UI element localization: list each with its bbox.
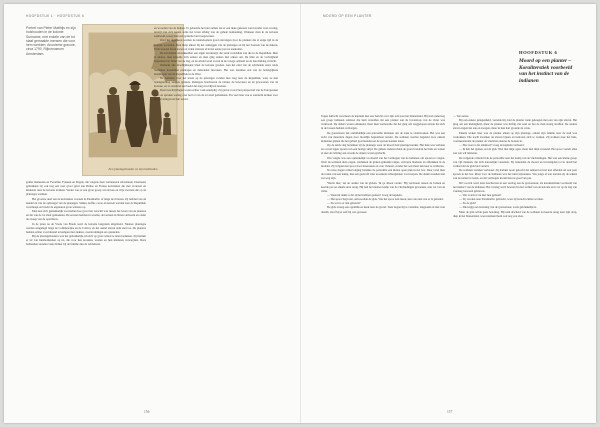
page-number-right: 157	[447, 410, 453, 414]
paragraph: Over het algemeen werden de nieuwkomers goed ontvangen door de planters die al enige tijd in de kolonie woonden. Men hielp elkaar bij het aanleggen van de plantages en bij het bouwen van de huizen. Toch was het leven zwaar en velen stierven al in het eerste jaar na aankomst.	[154, 38, 278, 51]
paragraph: Enkele weken later was de planter alleen op zijn plantage, omdat zijn familie naar de stad was vertrokken. Die nacht kwamen de slaven bijeen en besloten zich te wreken. Zij trokken naar het huis, overmeesterden de planter en vluchtten daarna de bossen in.	[453, 130, 577, 143]
paragraph: 'Wacht hier,' zei de oudste van de gidsen. 'Ik ga alleen verder.' Hij verdween tussen de bomen en keerde pas na enkele uren terug. Hij had het nieuwe kamp van de vluchtelingen gevonden, niet ver van de rivier.	[321, 180, 445, 193]
right-column-1	[321, 114, 445, 408]
paragraph: De gouverneur liet onmiddellijk een patrouille uitrusten om de zaak te onderzoeken. Het was een tocht van meerdere dagen door moeilijk begaanbaar terrein. De soldaten werden begeleid door enkele indiaanse gidsen die het gebied goed kenden en de sporen konden lezen.	[321, 130, 445, 143]
illustration-side-caption: Portret van Pieter Matthijs en zijn huishouden in de kolonie Suriname, met enkele van de tot slaaf gemaakte mensen die voor hem werkten. Anonieme gravure, circa 1790. Rijksmuseum Amsterdam.	[26, 26, 76, 56]
paragraph: De gids zweeg een ogenblik en keek naar de grond. Toen begon hij te vertellen, langzaam en met veel details, alsof hij er zelf bij was geweest.	[321, 205, 445, 214]
paragraph: — Wat wordt er nu met hen gedaan?	[459, 192, 502, 197]
paragraph: De verhalen over het leven op de plantages vonden hun weg naar de Republiek, waar ze met belangstelling werden gelezen. Reizigers beschreven de natuur, de bewoners en de gewoonten van de kolonie, en zo ontstond een beeld dat lang zou blijven bestaan.	[154, 75, 278, 89]
left-page	[4, 4, 300, 423]
paragraph: — Zij worden naar Paramaribo gebracht, waar zij berecht zullen worden.	[459, 197, 544, 202]
running-head-right: MOORD OP EEN PLANTER	[323, 14, 372, 18]
paragraph: Men kan zich gemakkelijk voorstellen hoe groot het verschil was tussen het leven van de planters en dat van de tot slaaf gemaakten. De eersten leefden in weelde, de laatsten in bittere armoede en onder de zweep van de opzichters.	[26, 209, 146, 222]
paragraph: en woorden van de hulpen. Er gebeurde het niet zelden dat er een mate gekozen werd zonder veel overleg, terwijl van zo'n keuze soms het leven afhing van de gehele bemanning. Wanneer men in de kolonie aankwam, kreeg men een gedeelte land toegewezen.	[154, 26, 278, 39]
paragraph: Deze beschrijvingen waren echter vaak eenzijdig. Zij gaven vooral het perspectief van de Europeanen weer en spraken weinig over het lot van de tot slaaf gemaakten. Pas veel later zou er aandacht komen voor hun ervaringen en hun verzet.	[154, 88, 278, 101]
right-column-2	[453, 114, 577, 408]
paragraph: — Ten eerste.	[453, 114, 470, 118]
paragraph: Wat volgde was een opmerkelijk voorbeeld van het vermogen van de indianen om sporen te volgen. Waar de soldaten niets zagen, ontdekten de gidsen geknakte takjes, vertrapte bladeren en afdrukken in de modder. Zij volgden het spoor door moerassen en over rivieren, zonder het ook maar één keer te verliezen.	[321, 155, 445, 168]
paragraph: gelder markeden en Twaalfde. Fransen en Engels, die volgens deze vernieuwen reformeren. Daarnaast gebruikten zij ook nog een zeer groot getal aan Duitse en Franse kolonisten die met vrouwen en kinderen naar de kolonie trokken. Verder was er een grote groep van slaven en vrije zwarten die op de plantages werkten.	[26, 180, 146, 197]
page-number-left: 156	[144, 410, 150, 414]
left-column-2	[154, 26, 278, 408]
chapter-label: HOOFDSTUK 6	[519, 50, 558, 55]
paragraph: — Hoe weet u dat allemaal? vroeg de kapitein verbaasd.	[459, 143, 525, 148]
paragraph: In de jaren na de Vrede van Breda werd de kolonie langzaam uitgebreid. Nieuwe plantages werden aangelegd langs de Commewijne en de Cottica, en het aantal slaven nam snel toe. De planters hadden echter voortdurend te kampen met ziekten, overstromingen en opstanden.	[26, 221, 146, 234]
paragraph: Op de derde dag bereikten zij de plantage waar de moord had plaatsgevonden. Het huis was verlaten en overal lagen sporen van een hevige strijd. De gidsen onderzochten de grond rondom het huis en wezen al snel de richting aan waarin de daders waren gevlucht.	[321, 143, 445, 156]
paragraph: Ondanks alle moeilijkheden bleef de kolonie groeien. Aan het eind van de achttiende eeuw telde Suriname honderden plantages en duizenden inwoners. Het was daarmee een van de belangrijkste bezittingen van de Republiek in de West.	[154, 63, 278, 76]
paragraph: — En wat is er dan gebeurd?	[327, 201, 361, 206]
book-spread	[4, 4, 596, 423]
paragraph: De kolonisten ontwikkelden een eigen levensstijl, die sterk verschilde van die in de Republiek. Men at anders, men kleedde zich anders en men ging anders met elkaar om. De hitte en de vochtigheid bepaalden het ritme van de dag, en de arbeid werd vooral in de vroege ochtend en de late middag verricht.	[154, 50, 278, 64]
paragraph: Maar de gids wilde geen beloning. Hij nam afscheid van de soldaten en keerde terug naar zijn dorp, diep in het binnenland, waar niemand hem ooit nog zou zien.	[453, 209, 577, 218]
paragraph: Bij de plantagehouders was het gebruikelijk om zich op grote schaal te laten bedienen. Zij hielden er tal van huisbedienden op na, die voor hen kookten, wasten en hun kinderen verzorgden. Deze bedienden stonden vaak dichter bij de familie dan de veldslaven.	[26, 234, 146, 247]
left-column-1	[26, 180, 146, 408]
paragraph: — Die krijgt een beloning van de gouverneur, zoals gebruikelijk is.	[459, 205, 537, 210]
right-page	[301, 4, 596, 423]
paragraph: — Ik heb het gezien, zei de gids. Niet met mijn ogen, maar met mijn verstand. Het spoor vertelt alles aan wie wil luisteren.	[453, 147, 577, 156]
chapter-title: Moord op een planter – Koraliterstiek voorbeeld van het instinct van de indianen	[519, 58, 573, 84]
engraving-caption: Een plantagehouder en zijn bedienden	[108, 167, 158, 171]
paragraph: — En de gids?	[459, 201, 477, 206]
paragraph: De volgende ochtend trok de patrouille naar het kamp van de vluchtelingen. Het was een kleine groep van vijf mannen, die zich nauwelijks verzetten. Zij bekenden de moord en bevestigden tot in detail het verhaal dat de gids had verteld.	[453, 155, 577, 168]
paragraph: — Het spoor liegt niet, antwoordde de gids. Wie het spoor kan lezen, kan ook zien wat er is gebeurd.	[327, 197, 444, 202]
running-head-left: HOOFDSTUK 1 · HOOFDSTUK 6	[26, 14, 85, 18]
paragraph: Dit voorval werd later beschreven in een verslag aan de gouverneur, als karakteristiek voorbeeld van het instinct van de indianen. Het verslag werd bewaard in het archief van de kolonie en is tot op de dag van vandaag bewaard gebleven.	[453, 180, 577, 193]
paragraph: De soldaten stonden verbaasd. Zij hadden nooit geloofd dat iemand zoveel kon afleiden uit een paar sporen in het bos. Maar voor de indianen was het niets bijzonders. Van jongs af aan leerden zij de tekens van de natuur te lezen, en dat vermogen kwam hen nu goed van pas.	[453, 168, 577, 181]
paragraph: — Waarom denkt u dat zij het hebben gedaan? vroeg de kapitein.	[327, 192, 403, 197]
paragraph: Na twee dagen achtervolging bereikte de patrouille een kleine open plek in het bos. Daar vond men de resten van een kamp, met een gedoofd vuur en enkele achtergelaten voorwerpen. De daders konden niet ver weg zijn.	[321, 168, 445, 181]
paragraph: Het grootste deel van de kolonisten woonde in Paramaribo of langs de rivieren. Zij leefden van de handel en van de opbrengst van de plantages. Suiker, koffie, cacao en katoen werden naar de Republiek verscheept en bracht de eigenaren grote winsten op.	[26, 196, 146, 209]
paragraph: Tegen halfacht verscheen de kapitein met een bericht over zijn reis naar het binnenland. Hij had onderweg een groep indianen ontmoet die hem vertelden dat een planter aan de bovenloop van de rivier was vermoord. De daders waren onbekend, maar men vermoedde dat het ging om weggelopen slaven die zich in de bossen hadden verborgen.	[321, 114, 445, 131]
paragraph: Bij een zekere gelegenheid, vertelde hij, had de planter ruzie gekregen met een van zijn slaven. Het ging om een kleinigheid, maar de planter was driftig van aard en liet de man streng straffen. De andere slaven zagen het aan en zwegen, maar in hun hart groeide de wrok.	[453, 118, 577, 131]
